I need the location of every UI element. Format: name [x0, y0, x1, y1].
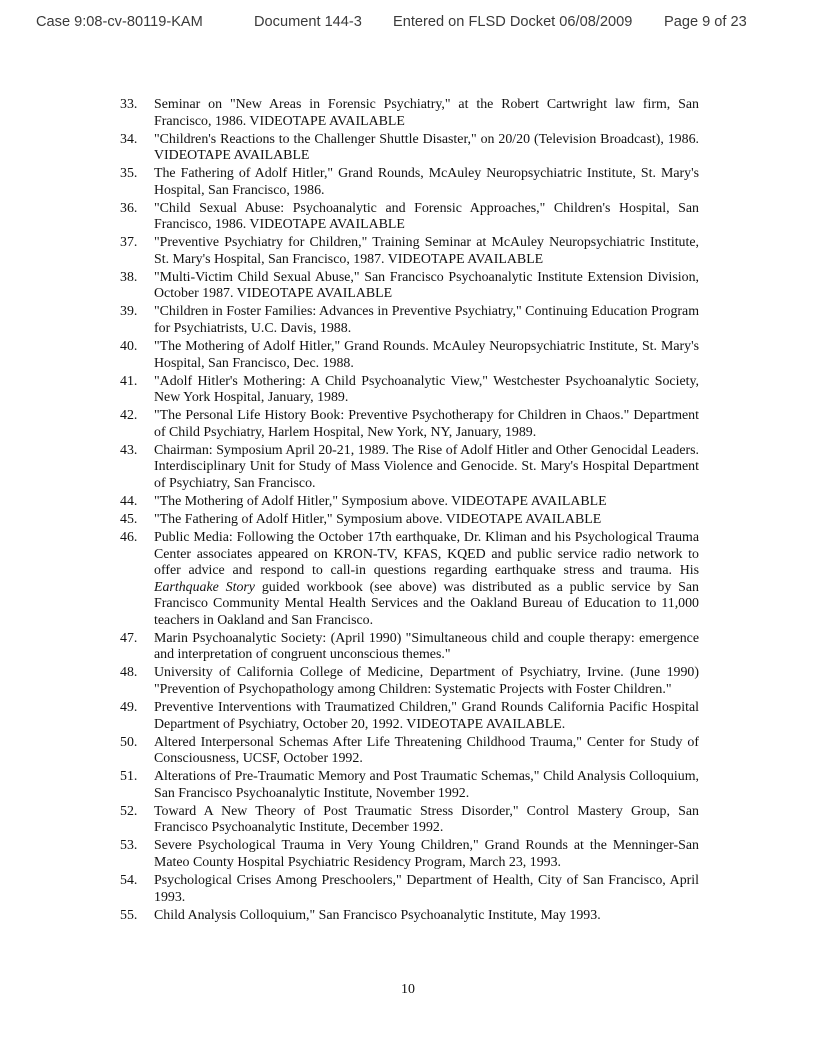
list-item-text: "The Personal Life History Book: Preventive Psychotherapy for Children in Chaos." Department of Child Psychiatry, Harlem Hospital, New York, NY, January, 1989. [154, 408, 699, 440]
list-item-text-part: Public Media: Following the October 17th earthquake, Dr. Kliman and his Psychological Trauma Center associates appeared on KRON-TV, KFAS, KQED and public service radio network to offer advice and respond to call-in questions regarding earthquake stress and trauma. His [154, 529, 699, 579]
list-item [0, 304, 816, 337]
document-number: Document 144-3 [254, 14, 362, 30]
list-item-number: 39. [120, 304, 138, 320]
list-item [0, 443, 816, 493]
list-item [0, 374, 816, 407]
list-item [0, 166, 816, 199]
list-item-text: "Children in Foster Families: Advances in Preventive Psychiatry," Continuing Education Program for Psychiatrists, U.C. Davis, 1988. [154, 304, 699, 337]
list-item-text: Marin Psychoanalytic Society: (April 1990) "Simultaneous child and couple therapy: emergence and interpretation of congruent unconscious themes." [154, 630, 699, 663]
list-item [0, 270, 816, 303]
list-item-text: "Adolf Hitler's Mothering: A Child Psychoanalytic View," Westchester Psychoanalytic Society, New York Hospital, January, 1989. [154, 373, 699, 406]
list-item-number: 33. [120, 97, 138, 112]
list-item-text: "Children's Reactions to the Challenger Shuttle Disaster," on 20/20 (Television Broadcast), 1986. VIDEOTAPE AVAILABLE [154, 131, 699, 164]
list-item-number: 52. [120, 803, 138, 819]
list-item-number: 54. [120, 872, 138, 888]
list-item-text: "The Mothering of Adolf Hitler," Symposium above. VIDEOTAPE AVAILABLE [154, 493, 607, 509]
list-item-text: University of California College of Medicine, Department of Psychiatry, Irvine. (June 1990) "Prevention of Psychopathology among Children: Systematic Projects with Foster Children." [154, 665, 699, 698]
list-item-number: 44. [120, 493, 138, 509]
list-item-text: "The Mothering of Adolf Hitler," Grand Rounds. McAuley Neuropsychiatric Institute, St. Mary's Hospital, San Francisco, Dec. 1988. [154, 339, 699, 371]
list-item-number: 42. [120, 408, 138, 424]
list-item [0, 235, 816, 268]
case-number: Case 9:08-cv-80119-KAM [36, 14, 203, 30]
list-item-number: 55. [120, 907, 138, 923]
list-item-text: Severe Psychological Trauma in Very Young Children," Grand Rounds at the Menninger-San Mateo County Hospital Psychiatric Residency Program, March 23, 1993. [154, 838, 699, 870]
page-number: 10 [401, 982, 415, 997]
list-item [0, 132, 816, 165]
list-item-number: 37. [120, 235, 138, 251]
list-item-text: "Preventive Psychiatry for Children," Training Seminar at McAuley Neuropsychiatric Institute, St. Mary's Hospital, San Francisco, 1987. VIDEOTAPE AVAILABLE [154, 235, 699, 267]
list-item [0, 735, 816, 768]
list-item-text-part: guided workbook (see above) was distributed as a public service by San Francisco Community Mental Health Services and the Oakland Bureau of Education to 11,000 teachers in Oakland and San Francisco. [154, 579, 699, 628]
list-item-text: Child Analysis Colloquium," San Francisco Psychoanalytic Institute, May 1993. [154, 907, 601, 923]
list-item [0, 494, 816, 511]
list-item [0, 631, 816, 664]
list-item [0, 512, 816, 529]
list-item [0, 700, 816, 733]
list-item-number: 40. [120, 339, 138, 355]
list-item-text: "The Fathering of Adolf Hitler," Symposium above. VIDEOTAPE AVAILABLE [154, 511, 602, 527]
page-of-total: Page 9 of 23 [664, 14, 747, 30]
list-item [0, 408, 816, 441]
list-item-number: 41. [120, 373, 138, 389]
list-item-text: Psychological Crises Among Preschoolers," Department of Health, City of San Francisco, April 1993. [154, 872, 699, 905]
list-item [0, 838, 816, 871]
list-item-number: 50. [120, 734, 138, 750]
list-item [0, 339, 816, 372]
list-item-text: Preventive Interventions with Traumatized Children," Grand Rounds California Pacific Hospital Department of Psychiatry, October 20, 1992. VIDEOTAPE AVAILABLE. [154, 700, 699, 732]
list-item-number: 48. [120, 665, 138, 681]
presentation-list [0, 97, 816, 925]
list-item-text [154, 530, 699, 630]
list-item-number: 46. [120, 529, 138, 545]
list-item [0, 873, 816, 906]
docket-entry-date: Entered on FLSD Docket 06/08/2009 [393, 14, 633, 30]
list-item-number: 43. [120, 442, 138, 458]
list-item-text: Chairman: Symposium April 20-21, 1989. The Rise of Adolf Hitler and Other Genocidal Leaders. Interdisciplinary Unit for Study of Mass Violence and Genocide. St. Mary's Hospital Department of Psychiatry, San Francisco. [154, 442, 699, 491]
list-item [0, 665, 816, 698]
court-filing-header [0, 14, 816, 44]
list-item [0, 530, 816, 630]
list-item-text: Seminar on "New Areas in Forensic Psychiatry," at the Robert Cartwright law firm, San Francisco, 1986. VIDEOTAPE AVAILABLE [154, 97, 699, 129]
list-item-number: 47. [120, 630, 138, 646]
list-item [0, 769, 816, 802]
list-item-text: "Child Sexual Abuse: Psychoanalytic and Forensic Approaches," Children's Hospital, San Francisco, 1986. VIDEOTAPE AVAILABLE [154, 200, 699, 233]
list-item-number: 36. [120, 200, 138, 216]
list-item-number: 38. [120, 269, 138, 285]
workbook-title: Earthquake Story [154, 579, 255, 595]
list-item [0, 804, 816, 837]
list-item [0, 201, 816, 234]
list-item-number: 51. [120, 769, 138, 785]
list-item-number: 34. [120, 131, 138, 147]
list-item-number: 35. [120, 166, 138, 182]
list-item-number: 49. [120, 700, 138, 716]
list-item-text: Altered Interpersonal Schemas After Life Threatening Childhood Trauma," Center for Study of Consciousness, UCSF, October 1992. [154, 734, 699, 767]
list-item [0, 908, 816, 925]
list-item-number: 45. [120, 511, 138, 527]
list-item-text: "Multi-Victim Child Sexual Abuse," San Francisco Psychoanalytic Institute Extension Division, October 1987. VIDEOTAPE AVAILABLE [154, 269, 699, 302]
list-item-number: 53. [120, 838, 138, 854]
list-item-text: Alterations of Pre-Traumatic Memory and Post Traumatic Schemas," Child Analysis Colloquium, San Francisco Psychoanalytic Institute, November 1992. [154, 769, 699, 801]
list-item [0, 97, 816, 130]
list-item-text: Toward A New Theory of Post Traumatic Stress Disorder," Control Mastery Group, San Francisco Psychoanalytic Institute, December 1992. [154, 803, 699, 836]
list-item-text: The Fathering of Adolf Hitler," Grand Rounds, McAuley Neuropsychiatric Institute, St. Mary's Hospital, San Francisco, 1986. [154, 166, 699, 198]
